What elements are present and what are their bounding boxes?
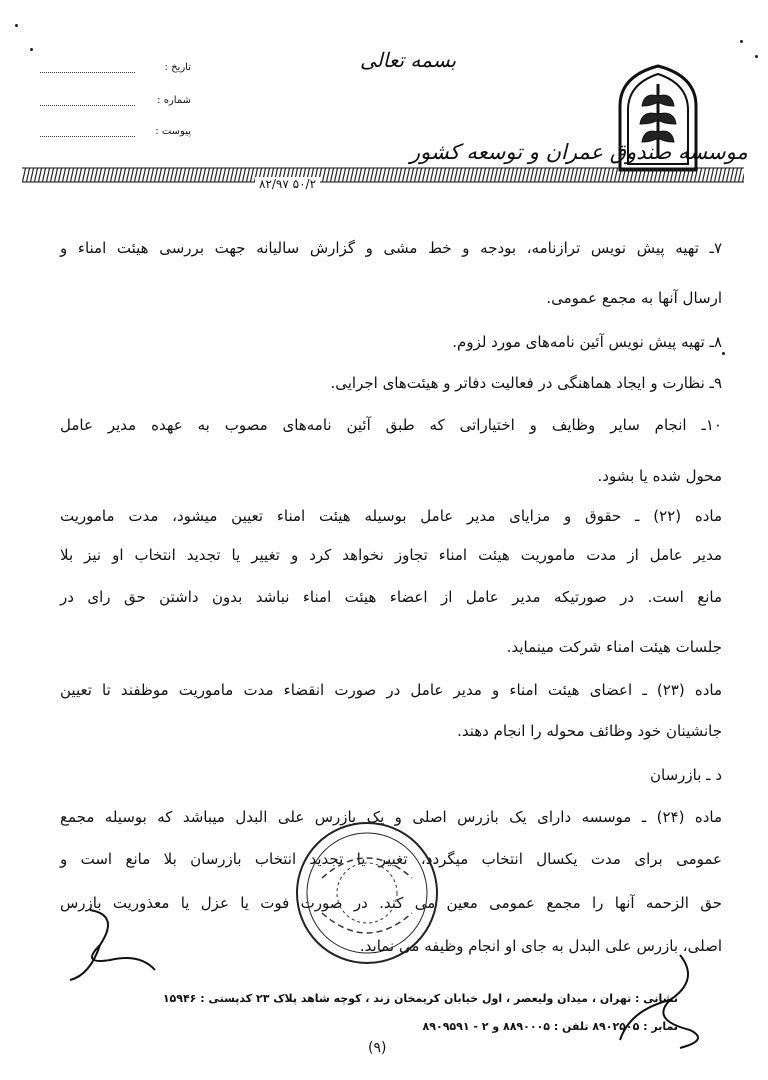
text-line: ۸ـ تهیه پیش نویس آئین نامه‌های مورد لزوم. (452, 333, 722, 351)
text-line: مدیر عامل از مدت ماموریت هیئت امناء تجاوز نخواهد کرد و تغییر یا تجدید انتخاب او نیز بلا (60, 546, 722, 564)
text-line: حق الزحمه آنها را مجمع عمومی معین می کند. در صورت فوت یا عزل یا معذوریت بازرس (60, 894, 722, 912)
basmala: بسمه تعالی (360, 48, 457, 72)
text-line: محول شده یا بشود. (597, 467, 722, 485)
text-line: اصلی، بازرس علی البدل به جای او انجام وظیفه می نماید. (359, 937, 722, 955)
scan-speck (755, 55, 758, 58)
attachment-field (40, 126, 191, 137)
footer-phones: نمابر : ۸۹۰۲۵۰۵ تلفن : ۸۸۹۰۰۰۵ و ۲ - ۸۹۰۹۵۹۱ (422, 1020, 678, 1033)
scan-speck (740, 40, 743, 43)
number-field (40, 95, 191, 106)
text-line: جانشینان خود وظائف محوله را انجام دهند. (457, 722, 722, 740)
text-line: عمومی برای مدت یکسال انتخاب میگردد، تغییر یا تجدید انتخاب بازرسان بلا مانع است و (60, 850, 722, 868)
date-label: تاریخ : (164, 62, 191, 73)
number-label: شماره : (157, 95, 191, 106)
text-line: ۹ـ نظارت و ایجاد هماهنگی در فعالیت دفاتر و هیئت‌های اجرایی. (330, 374, 722, 392)
scan-speck (15, 24, 18, 27)
attachment-line (40, 126, 135, 137)
section-heading: د ـ بازرسان (650, 766, 722, 784)
text-line: ارسال آنها به مجمع عمومی. (546, 289, 722, 307)
text-line: ۱۰ـ انجام سایر وظایف و اختیاراتی که طبق آئین نامه‌های مصوب به عهده مدیر عامل (60, 416, 722, 434)
official-stamp-icon (292, 818, 442, 968)
scan-speck (722, 352, 725, 355)
text-line: ماده (۲۳) ـ اعضای هیئت امناء و مدیر عامل در صورت انقضاء مدت ماموریت موظفند تا تعیین (60, 681, 722, 699)
text-line: ماده (۲۲) ـ حقوق و مزایای مدیر عامل بوسیله هیئت امناء تعیین میشود، مدت ماموریت (60, 507, 722, 525)
text-line: جلسات هیئت امناء شرکت مینماید. (506, 638, 722, 656)
text-line: ماده (۲۴) ـ موسسه دارای یک بازرس اصلی و یک بازرس علی البدل میباشد که بوسیله مجمع (60, 808, 722, 826)
number-line (40, 95, 135, 106)
attachment-label: پیوست : (155, 126, 191, 137)
signature-icon (60, 905, 160, 985)
header-divider (22, 166, 744, 184)
date-field (40, 62, 191, 73)
text-line: ۷ـ تهیه پیش نویس ترازنامه، بودجه و خط مشی و گزارش سالیانه جهت بررسی هیئت امناء و (60, 239, 722, 257)
page-number: (۹) (368, 1040, 387, 1056)
date-line (40, 62, 135, 73)
footer-address: نشانی : تهران ، میدان ولیعصر ، اول خیابان کریمخان زند ، کوچه شاهد پلاک ۲۳ کدپستی : ۱۵۹۴۶ (162, 992, 678, 1005)
organization-name: موسسه صندوق عمران و توسعه کشور (410, 140, 748, 164)
scan-speck (30, 48, 33, 51)
registration-number: ۸۲/۹۷ ۵۰/۲ (255, 177, 320, 191)
text-line: مانع است. در صورتیکه مدیر عامل از اعضاء هیئت امناء نباشد بدون داشتن حق رای در (60, 588, 722, 606)
